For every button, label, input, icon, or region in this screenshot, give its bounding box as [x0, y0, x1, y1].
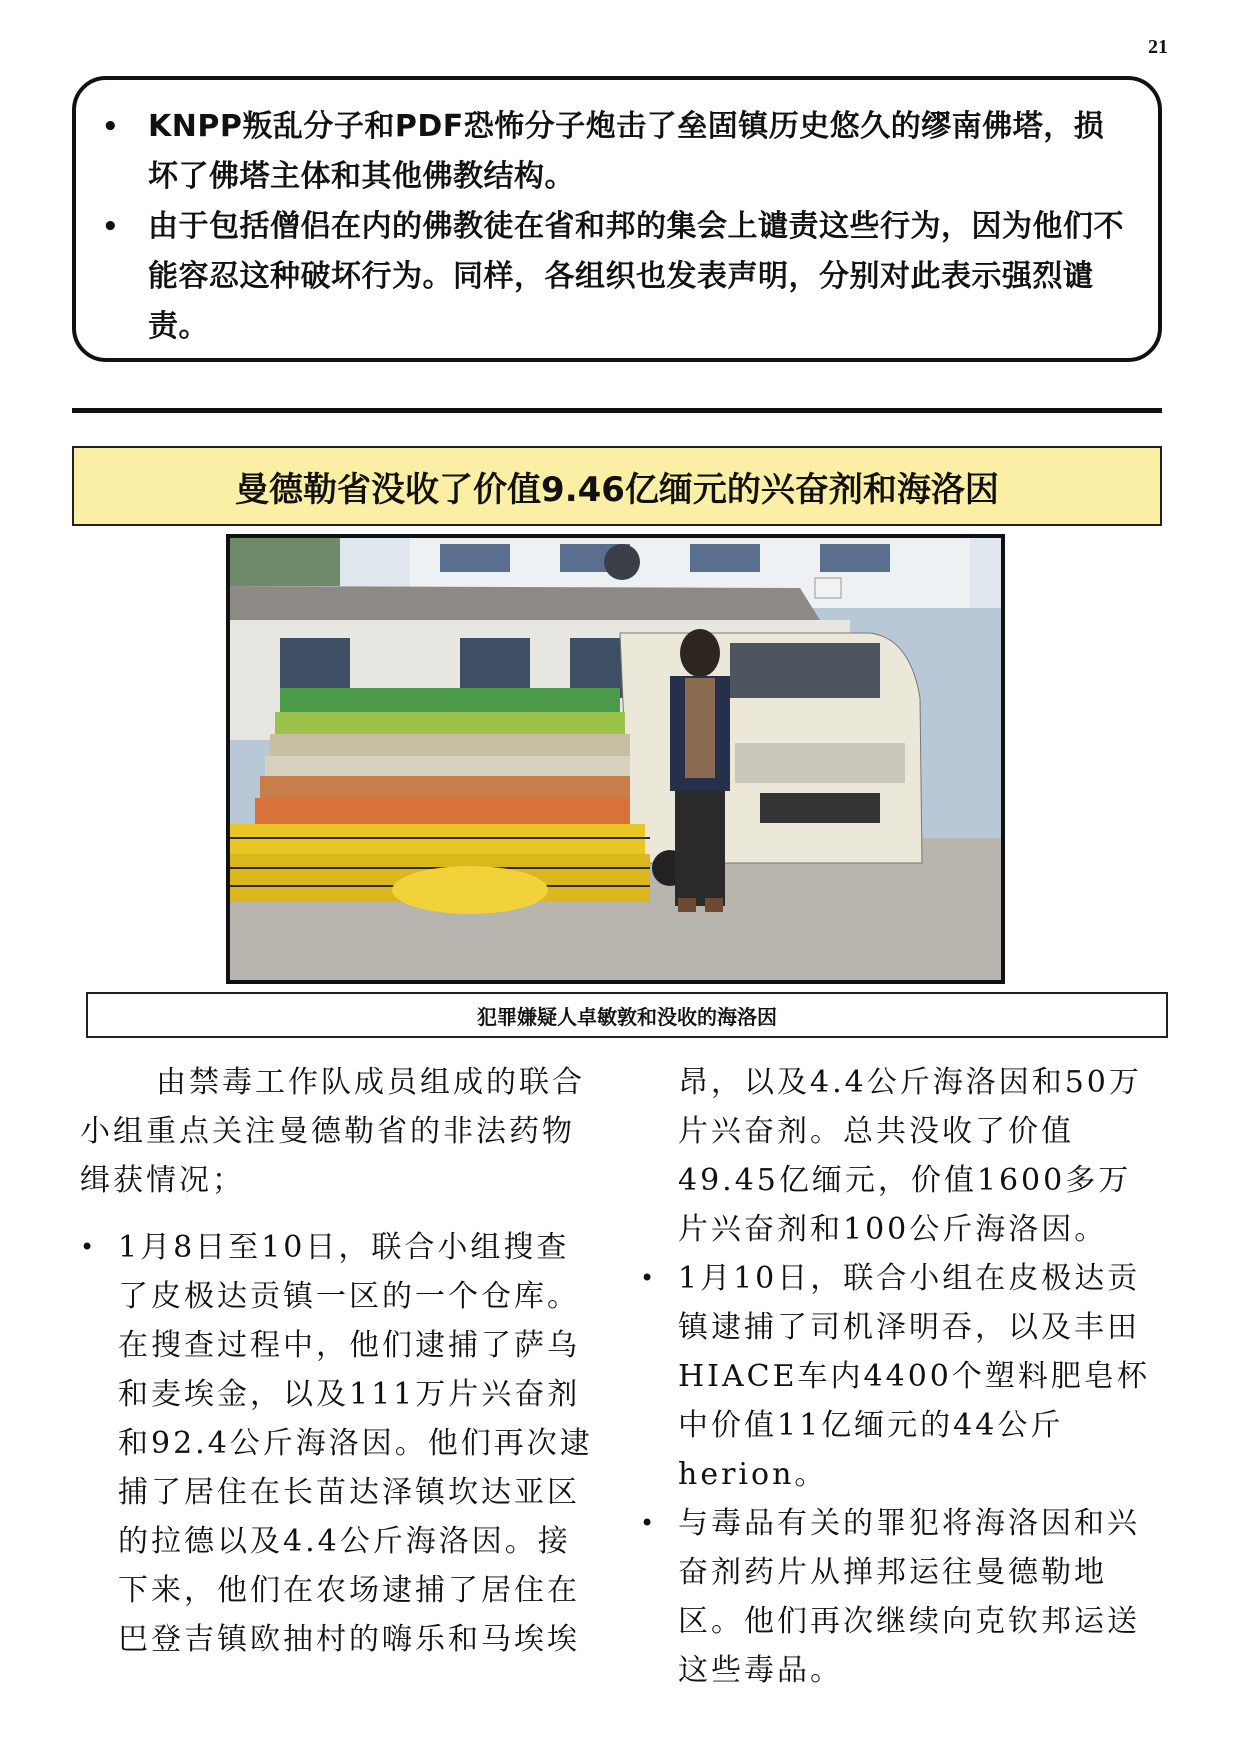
summary-list	[96, 102, 1128, 352]
article-bullet: • 1月10日，联合小组在皮极达贡镇逮捕了司机泽明吞，以及丰田HIACE车内4400个塑料肥皂杯中价值11亿缅元的44公斤herion。	[640, 1254, 1160, 1499]
article-intro: 由禁毒工作队成员组成的联合小组重点关注曼德勒省的非法药物缉获情况；	[80, 1065, 585, 1198]
summary-box	[72, 76, 1162, 362]
section-divider	[72, 408, 1162, 413]
summary-bullet: • KNPP叛乱分子和PDF恐怖分子炮击了垒固镇历史悠久的缪南佛塔，损坏了佛塔主体和其他佛教结构。	[96, 102, 1128, 202]
summary-bullet: • 由于包括僧侣在内的佛教徒在省和邦的集会上谴责这些行为，因为他们不能容忍这种破坏行为。同样，各组织也发表声明，分别对此表示强烈谴责。	[96, 202, 1128, 352]
photo-caption: 犯罪嫌疑人卓敏敦和没收的海洛因	[86, 992, 1168, 1038]
article-bullet-list	[640, 1254, 1160, 1695]
page-number: 21	[1148, 36, 1168, 58]
article-bullet-continued: 昂，以及4.4公斤海洛因和50万片兴奋剂。总共没收了价值49.45亿缅元，价值1600多万片兴奋剂和100公斤海洛因。	[678, 1065, 1142, 1247]
article-bullet: • 与毒品有关的罪犯将海洛因和兴奋剂药片从掸邦运往曼德勒地区。他们再次继续向克钦邦运送这些毒品。	[640, 1499, 1160, 1695]
article-column-right	[640, 1058, 1160, 1695]
article-headline: 曼德勒省没收了价值9.46亿缅元的兴奋剂和海洛因	[72, 446, 1162, 526]
article-bullet: • 1月8日至10日，联合小组搜查了皮极达贡镇一区的一个仓库。在搜查过程中，他们逮捕了萨乌和麦埃金，以及111万片兴奋剂和92.4公斤海洛因。他们再次逮捕了居住在长苗达泽镇坎达亚区的拉德以及4.4公斤海洛因。接下来，他们在农场逮捕了居住在巴登吉镇欧抽村的嗨乐和马埃埃	[80, 1223, 600, 1664]
article-bullet-list	[80, 1223, 600, 1664]
article-column-left	[80, 1058, 600, 1664]
article-photo	[226, 534, 1005, 984]
